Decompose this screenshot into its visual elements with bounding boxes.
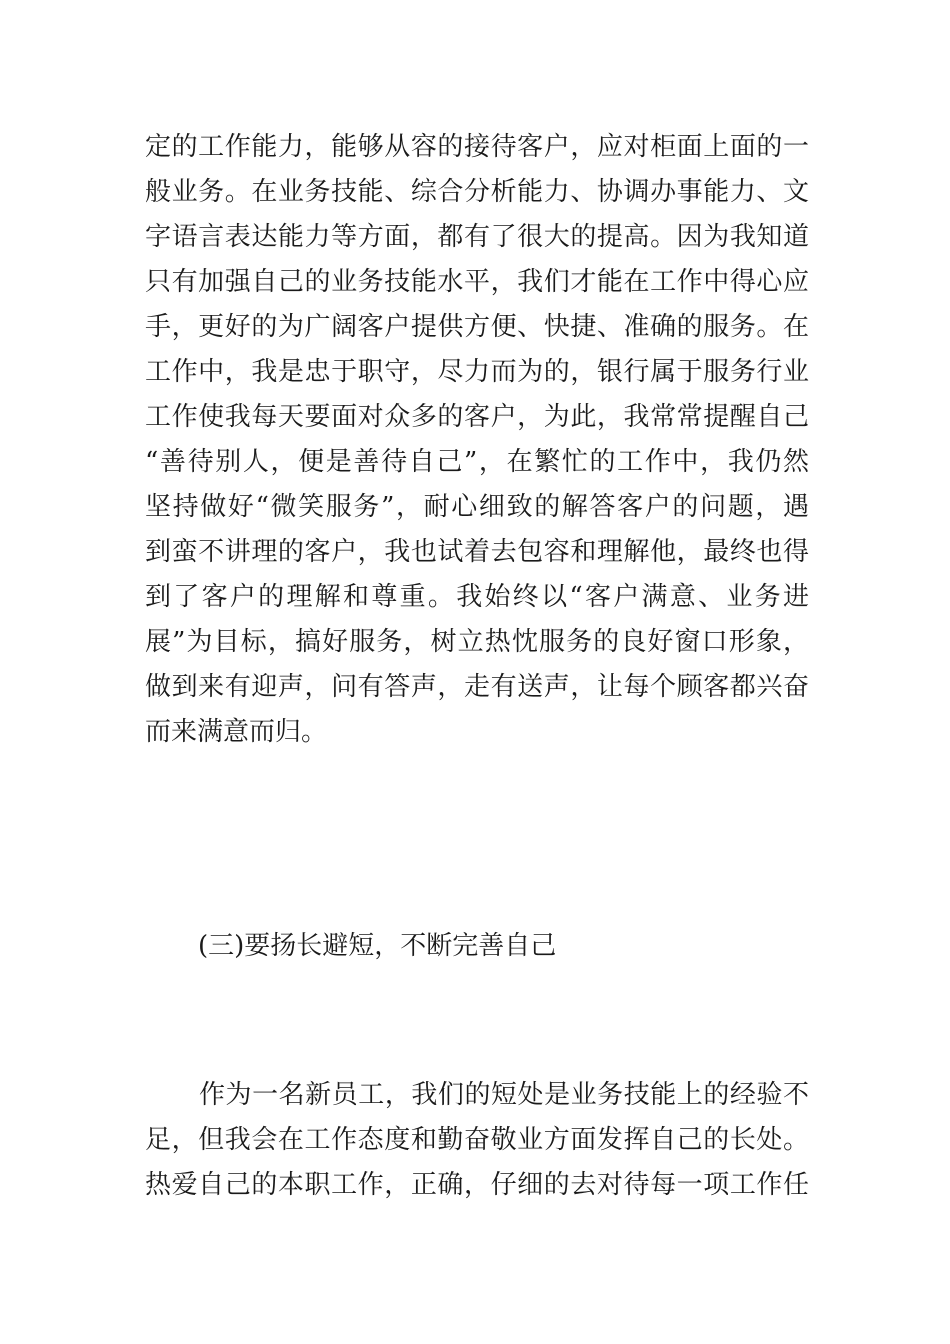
paragraph-line: 足，但我会在工作态度和勤奋敬业方面发挥自己的长处。 (145, 1125, 809, 1155)
paragraph-line: 热爱自己的本职工作，正确，仔细的去对待每一项工作任 (145, 1170, 809, 1200)
paragraph-line: 到了客户的理解和尊重。我始终以“客户满意、业务进 (145, 582, 809, 612)
paragraph-line: 工作中，我是忠于职守，尽力而为的，银行属于服务行业 (145, 357, 809, 387)
paragraph-line: 工作使我每天要面对众多的客户，为此，我常常提醒自己 (145, 402, 809, 432)
paragraph-line: 到蛮不讲理的客户，我也试着去包容和理解他，最终也得 (145, 537, 809, 567)
paragraph-line: 字语言表达能力等方面，都有了很大的提高。因为我知道 (145, 222, 809, 252)
paragraph-line: “善待别人，便是善待自己”，在繁忙的工作中，我仍然 (145, 447, 809, 477)
paragraph-line: 展”为目标，搞好服务，树立热忱服务的良好窗口形象， (145, 627, 809, 657)
paragraph-line: 而来满意而归。 (145, 717, 328, 747)
paragraph-line: 手，更好的为广阔客户提供方便、快捷、准确的服务。在 (145, 312, 809, 342)
section-heading: (三)要扬长避短，不断完善自己 (198, 931, 557, 961)
paragraph-strengths (145, 1073, 809, 1208)
paragraph-service (145, 125, 809, 755)
paragraph-line: 般业务。在业务技能、综合分析能力、协调办事能力、文 (145, 177, 809, 207)
paragraph-line: 定的工作能力，能够从容的接待客户，应对柜面上面的一 (145, 132, 809, 162)
paragraph-line: 只有加强自己的业务技能水平，我们才能在工作中得心应 (145, 267, 809, 297)
paragraph-line: 做到来有迎声，问有答声，走有送声，让每个顾客都兴奋 (145, 672, 809, 702)
paragraph-line: 坚持做好“微笑服务”，耐心细致的解答客户的问题，遇 (145, 492, 809, 522)
paragraph-line: 作为一名新员工，我们的短处是业务技能上的经验不 (199, 1080, 809, 1110)
